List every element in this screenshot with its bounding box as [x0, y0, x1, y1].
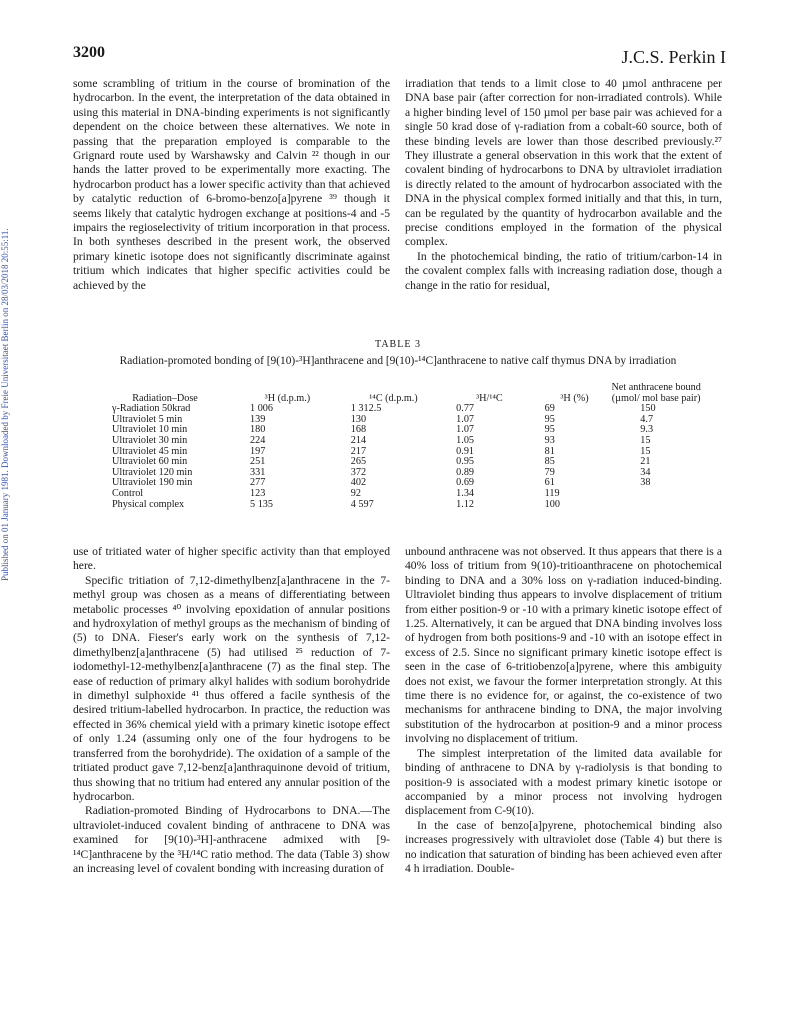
cell-carbon: 265	[350, 456, 367, 468]
cell-percent: 85	[544, 456, 555, 468]
cell-net-bound: 34	[640, 466, 651, 478]
header-ratio: ³H/¹⁴C	[476, 392, 503, 404]
paragraph: Specific tritiation of 7,12-dimethylbenz[a]anthracene in the 7-methyl group was chosen as a means of differentiating between metabolic processes ⁴⁰ involving epoxidation of annular positions and hydroxylation of methyl groups as the mechanism of binding of (5) to DNA. Fieser's early work on the synthesis of 7,12-dimethylbenz[a]anthracene (5) had utilised ²⁵ reduction of 7-iodomethyl-12-methylbenz[a]anthracene (7) as the final step. The ease of reduction of primary alkyl halides with sodium borohydride in dimethyl sulphoxide ⁴¹ thus offered a facile synthesis of the desired tritium-labelled hydrocarbon. In practice, the reduction was effected in 36% chemical yield with a primary kinetic isotope effect of only 1.24 (assuming only one of the four hydrogens to be transferred from the borohydride). The oxidation of a sample of the tritiated product gave 7,12-benz[a]anthraquinone devoid of tritium, thus showing that no tritium had entered any annular position of the hydrocarbon.	[73, 573, 390, 803]
cell-tritium: 277	[250, 477, 266, 489]
cell-ratio: 1.05	[456, 434, 474, 446]
cell-carbon: 92	[350, 487, 361, 499]
cell-net-bound: 9.3	[640, 424, 654, 436]
cell-ratio: 0.95	[456, 456, 474, 468]
cell-percent: 95	[544, 424, 555, 436]
cell-percent: 79	[544, 466, 555, 478]
cell-ratio: 0.69	[456, 477, 474, 489]
cell-tritium: 251	[250, 456, 266, 468]
journal-title: J.C.S. Perkin I	[621, 47, 726, 67]
cell-carbon: 130	[350, 413, 367, 425]
paragraph: some scrambling of tritium in the course of bromination of the hydrocarbon. In the event, the interpretation of the data obtained in using this material in DNA-binding experiments is not significantly dependent on the choice between these alternatives. We note in passing that the preparation employed is comparable to the Grignard route used by Warshawsky and Calvin ²² though in our hands the latter proved to be experimentally more exacting. The hydrocarbon product has a lower specific activity than that achieved by catalytic reduction of 6-bromo-benzo[a]pyrene ³⁹ though it seems likely that catalytic hydrogen exchange at positions-4 and -5 impairs the regioselectivity of tritium incorporation in that process. In both syntheses described in the present work, the observed primary kinetic isotope does not significantly discriminate against tritium which indicates that higher specific activities could be achieved by the	[73, 77, 390, 292]
paragraph: In the photochemical binding, the ratio of tritium/carbon-14 in the covalent complex falls with increasing radiation dose, though a change in the ratio for residual,	[405, 249, 722, 292]
cell-tritium: 331	[250, 466, 266, 478]
table-row	[112, 478, 708, 489]
cell-percent: 100	[544, 498, 560, 510]
cell-ratio: 1.07	[456, 413, 474, 425]
cell-ratio: 1.12	[456, 498, 474, 510]
cell-dose: Physical complex	[112, 498, 185, 510]
cell-percent: 81	[544, 445, 555, 457]
table-row	[112, 489, 708, 500]
table-row	[112, 425, 708, 436]
cell-percent: 69	[544, 403, 555, 415]
table-row	[112, 404, 708, 415]
table-row	[112, 436, 708, 447]
column-bottom-right	[405, 545, 722, 876]
cell-dose: Ultraviolet 5 min	[112, 413, 183, 425]
cell-ratio: 1.34	[456, 487, 474, 499]
paragraph: unbound anthracene was not observed. It thus appears that there is a 40% loss of tritium from 9(10)-tritioanthracene on photochemical binding to DNA and a 30% loss on γ-radiation induced-binding. Ultraviolet binding thus appears to involve displacement of tritium from either position-9 or -10 with a primary kinetic isotope effect of 1.25. Alternatively, it can be argued that DNA binding involves loss of hydrogen from both positions-9 and -10 with an isotope effect in excess of 2.5. Since no significant primary kinetic isotope effect is seen in the case of 6-tritiobenzo[a]pyrene, where this ambiguity does not exist, we favour the former interpretation strongly. At this time there is no evidence for, or against, the co-existence of two mechanisms for anthracene binding to DNA, the major involving substitution of the hydrocarbon at position-9 and a minor process involving no displacement of tritium.	[405, 545, 722, 746]
cell-dose: Ultraviolet 120 min	[112, 466, 193, 478]
cell-ratio: 0.89	[456, 466, 474, 478]
cell-dose: Ultraviolet 30 min	[112, 434, 188, 446]
cell-net-bound: 38	[640, 477, 651, 489]
header-dose: Radiation–Dose	[132, 392, 198, 404]
cell-tritium: 224	[250, 434, 266, 446]
paragraph: use of tritiated water of higher specific activity than that employed here.	[73, 545, 390, 573]
cell-percent: 119	[544, 487, 560, 499]
cell-tritium: 1 006	[250, 403, 273, 415]
header-carbon: ¹⁴C (d.p.m.)	[369, 392, 418, 404]
cell-ratio: 0.77	[456, 403, 474, 415]
cell-dose: Control	[112, 487, 144, 499]
cell-dose: Ultraviolet 60 min	[112, 456, 188, 468]
cell-tritium: 5 135	[250, 498, 273, 510]
cell-dose: Ultraviolet 45 min	[112, 445, 188, 457]
cell-carbon: 402	[350, 477, 367, 489]
table-label: TABLE 3	[375, 339, 421, 350]
paragraph: In the case of benzo[a]pyrene, photochemical binding also increases progressively with ultraviolet dose (Table 4) but there is no indication that saturation of binding has been achieved even after 4 h irradiation. Double-	[405, 818, 722, 875]
table-row	[112, 447, 708, 458]
cell-net-bound	[606, 500, 708, 511]
cell-dose: Ultraviolet 10 min	[112, 424, 188, 436]
cell-ratio: 1.07	[456, 424, 474, 436]
table-row	[112, 457, 708, 468]
cell-percent: 93	[544, 434, 555, 446]
cell-tritium: 123	[250, 487, 266, 499]
column-bottom-left	[73, 545, 390, 876]
table-row	[112, 415, 708, 426]
cell-ratio: 0.91	[456, 445, 474, 457]
cell-net-bound: 150	[640, 403, 656, 415]
cell-carbon: 168	[350, 424, 367, 436]
paragraph: irradiation that tends to a limit close to 40 µmol anthracene per DNA base pair (after correction for non-irradiated controls). While a higher binding level of 150 µmol per base pair was achieved for a single 50 krad dose of γ-radiation from a cobalt-60 source, both of these binding levels are lower than those described previously.²⁷ They illustrate a general observation in this work that the extent of covalent binding of hydrocarbons to DNA by ultraviolet irradiation is directly related to the amount of hydrocarbon associated with the DNA in the physical complex formed initially and that this, in turn, can be regulated by the quantity of hydrocarbon available and the precise conditions employed in the formation of the physical complex.	[405, 77, 722, 249]
data-table	[112, 383, 708, 510]
column-top-right	[405, 77, 722, 293]
cell-net-bound	[606, 489, 708, 500]
cell-net-bound: 21	[640, 456, 651, 468]
cell-dose: γ-Radiation 50krad	[112, 403, 191, 415]
header-percent: ³H (%)	[560, 392, 589, 404]
table-caption: Radiation-promoted bonding of [9(10)-³H]anthracene and [9(10)-¹⁴C]anthracene to native calf thymus DNA by irradiation	[119, 355, 677, 367]
table-row	[112, 468, 708, 479]
cell-carbon: 4 597	[350, 498, 374, 510]
header-tritium: ³H (d.p.m.)	[264, 392, 311, 404]
cell-net-bound: 4.7	[640, 413, 654, 425]
cell-carbon: 217	[350, 445, 367, 457]
publication-side-note[interactable]: Published on 01 January 1981. Downloaded by Freie Universitaet Berlin on 28/03/2018 20:55:11.	[0, 228, 10, 582]
column-top-left	[73, 77, 390, 293]
cell-carbon: 1 312.5	[350, 403, 382, 415]
cell-tritium: 197	[250, 445, 266, 457]
cell-percent: 95	[544, 413, 555, 425]
cell-dose: Ultraviolet 190 min	[112, 477, 193, 489]
cell-tritium: 139	[250, 413, 266, 425]
table-header-row	[112, 383, 708, 404]
cell-net-bound: 15	[640, 445, 651, 457]
cell-percent: 61	[544, 477, 555, 489]
cell-net-bound: 15	[640, 434, 651, 446]
cell-carbon: 214	[350, 434, 367, 446]
cell-carbon: 372	[350, 466, 367, 478]
paragraph: The simplest interpretation of the limited data available for binding of anthracene to DNA by γ-radiolysis is that bonding to position-9 is associated with a modest primary kinetic isotope or accompanied by a minor process not involving hydrogen displacement from C-9(10).	[405, 746, 722, 818]
paragraph: Radiation-promoted Binding of Hydrocarbons to DNA.—The ultraviolet-induced covalent binding of anthracene to DNA was examined for [9(10)-³H]-anthracene admixed with [9-¹⁴C]anthracene by the ³H/¹⁴C ratio method. The data (Table 3) show an increasing level of covalent bonding with increasing duration of	[73, 804, 390, 875]
cell-tritium: 180	[250, 424, 266, 436]
page-number: 3200	[73, 44, 105, 61]
header-net-bound: Net anthracene bound (µmol/ mol base pair)	[611, 382, 701, 404]
table-row	[112, 500, 708, 511]
